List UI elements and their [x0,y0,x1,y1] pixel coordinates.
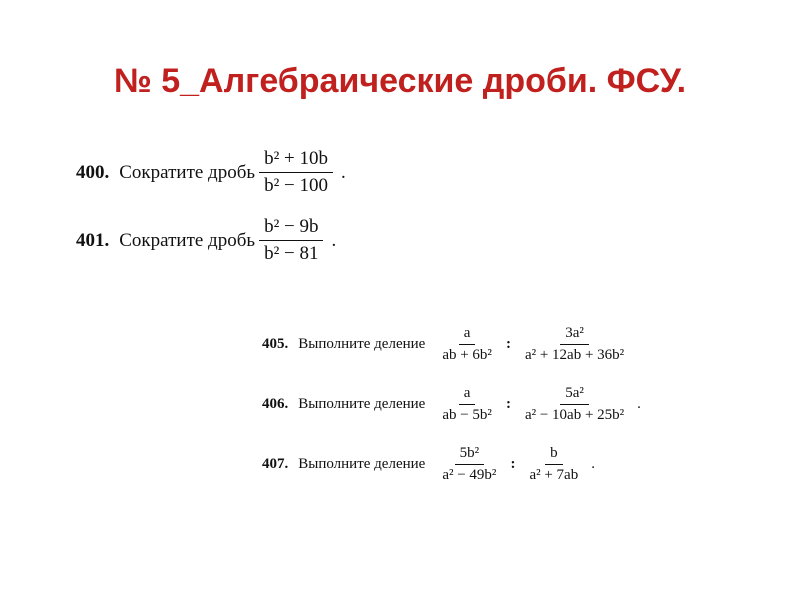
fraction [259,148,333,197]
problem-number: 405. [262,336,289,352]
fraction [259,216,323,265]
period: . [637,396,641,412]
problem-407 [262,445,595,484]
problem-number: 400. [76,161,110,183]
problem-406 [262,385,641,424]
problem-task: Выполните деление [298,456,426,472]
numerator: 5b² [455,445,485,465]
problem-task: Выполните деление [298,336,426,352]
fraction-1 [437,325,497,364]
numerator: a [459,325,476,345]
fraction-2 [520,325,629,364]
problem-task: Сократите дробь [119,229,256,251]
problem-number: 401. [76,229,110,251]
problem-405 [262,325,637,364]
period: . [591,456,595,472]
fraction-1 [437,445,501,484]
denominator: a² − 10ab + 25b² [524,407,625,423]
problem-401 [76,216,336,265]
numerator: a [459,385,476,405]
problem-task: Сократите дробь [119,161,256,183]
numerator: 5a² [560,385,589,405]
division-sign: : [505,336,511,352]
numerator: b² − 9b [259,216,323,241]
page-title: № 5_Алгебраические дроби. ФСУ. [113,62,687,100]
numerator: b [545,445,563,465]
period: . [340,161,346,183]
denominator: b² − 100 [264,175,328,196]
problem-400 [76,148,346,197]
denominator: b² − 81 [264,243,319,264]
division-sign: : [505,396,511,412]
problem-number: 406. [262,396,289,412]
denominator: a² + 12ab + 36b² [524,347,625,363]
numerator: b² + 10b [259,148,333,173]
denominator: ab + 6b² [442,347,492,363]
denominator: ab − 5b² [442,407,492,423]
division-sign: : [510,456,516,472]
fraction-2 [524,445,583,484]
numerator: 3a² [560,325,589,345]
problem-task: Выполните деление [298,396,426,412]
problem-number: 407. [262,456,289,472]
denominator: a² − 49b² [442,467,497,483]
fraction-1 [437,385,497,424]
period: . [331,229,337,251]
fraction-2 [520,385,629,424]
denominator: a² + 7ab [529,467,579,483]
